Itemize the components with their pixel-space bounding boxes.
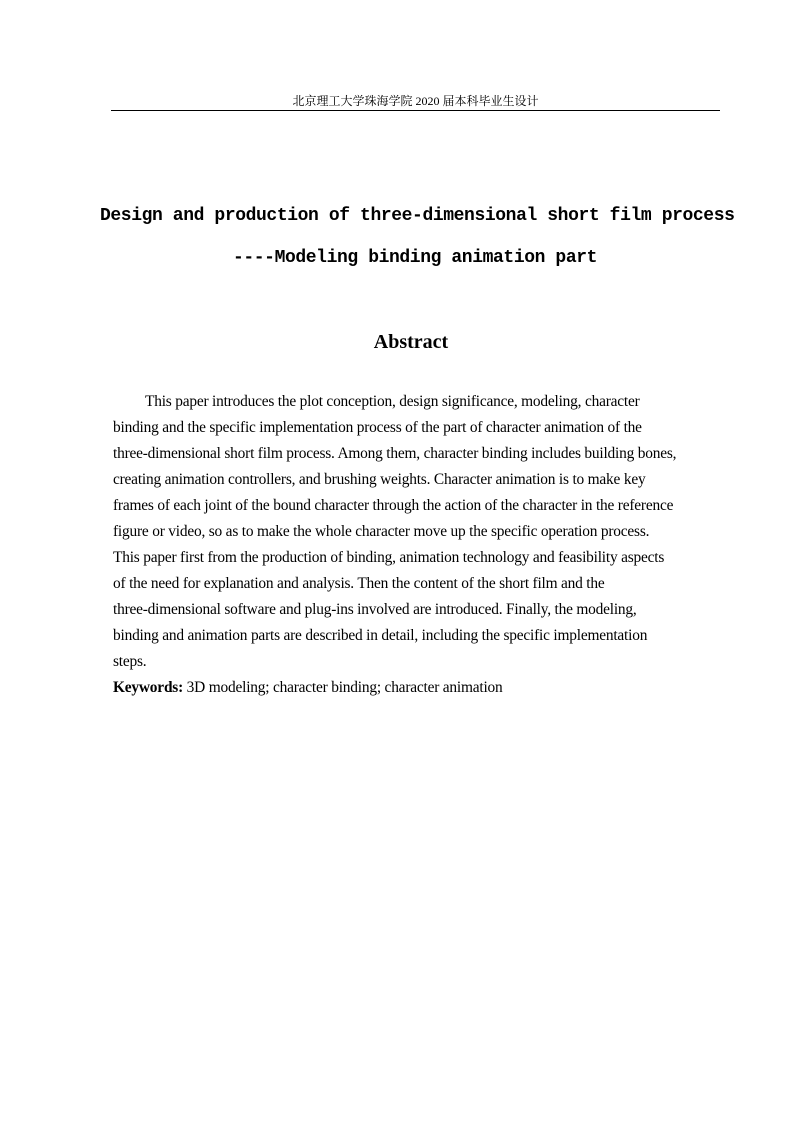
abstract-line: three-dimensional software and plug-ins involved are introduced. Finally, the modeling, <box>113 601 637 618</box>
abstract-line: This paper introduces the plot conception, design significance, modeling, character <box>145 393 640 410</box>
abstract-line: of the need for explanation and analysis. Then the content of the short film and the <box>113 575 605 592</box>
keywords <box>113 675 503 701</box>
keywords-label: Keywords: <box>113 679 184 696</box>
abstract-line: binding and animation parts are described in detail, including the specific implementation <box>113 627 648 644</box>
keywords-value: 3D modeling; character binding; character animation <box>183 679 503 696</box>
abstract-line: binding and the specific implementation process of the part of character animation of the <box>113 419 642 436</box>
abstract-body <box>113 389 725 675</box>
paper-subtitle: ----Modeling binding animation part <box>232 248 598 268</box>
page-header: 北京理工大学珠海学院 2020 届本科毕业生设计 <box>292 94 539 108</box>
abstract-line: This paper first from the production of binding, animation technology and feasibility aspects <box>113 549 665 566</box>
header-rule <box>111 110 720 111</box>
abstract-line: three-dimensional short film process. Among them, character binding includes building bones, <box>113 445 677 462</box>
abstract-line: creating animation controllers, and brushing weights. Character animation is to make key <box>113 471 646 488</box>
abstract-line: frames of each joint of the bound character through the action of the character in the reference <box>113 497 674 514</box>
abstract-line: figure or video, so as to make the whole character move up the specific operation process. <box>113 523 650 540</box>
abstract-heading: Abstract <box>373 331 449 353</box>
abstract-line: steps. <box>113 653 147 670</box>
paper-title: Design and production of three-dimensional short film process <box>100 206 735 226</box>
